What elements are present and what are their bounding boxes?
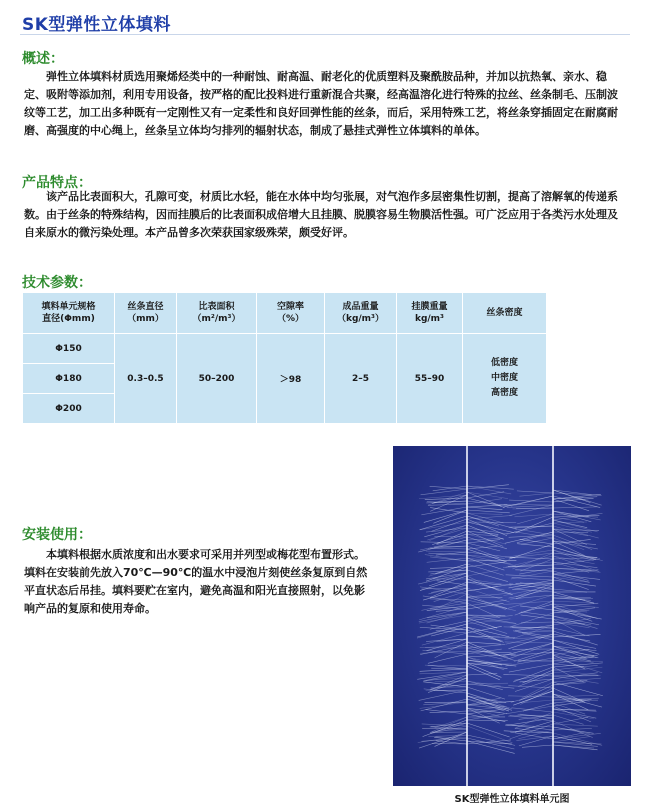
filler-unit-right bbox=[503, 446, 603, 786]
header-wire-diameter-line2: （mm） bbox=[127, 314, 164, 324]
header-size-line1: 填料单元规格 bbox=[41, 302, 96, 312]
header-surface-area-line1: 比表面积 bbox=[198, 302, 235, 312]
header-size bbox=[23, 293, 115, 334]
header-weight-line1: 成品重量 bbox=[342, 302, 379, 312]
size-cell: Φ200 bbox=[23, 394, 115, 424]
header-porosity-line1: 空隙率 bbox=[276, 302, 304, 312]
header-porosity bbox=[257, 293, 325, 334]
install-paragraph: 本填料根据水质浓度和出水要求可采用并列型或梅花型布置形式。填料在安装前先放入70℃—90℃的温水中浸泡片刻使丝条复原到自然平直状态后吊挂。填料要贮在室内，避免高温和阳光直接照射，以免影响产品的复原和使用寿命。 bbox=[24, 548, 368, 615]
header-film-weight-line1: 挂膜重量 bbox=[411, 302, 448, 312]
params-heading: 技术参数： bbox=[22, 275, 92, 291]
install-heading: 安装使用： bbox=[22, 527, 92, 543]
params-table bbox=[22, 292, 547, 424]
features-heading: 产品特点： bbox=[22, 175, 92, 191]
header-weight-line2: （kg/m³） bbox=[336, 314, 385, 324]
page-title: SK型弹性立体填料 bbox=[22, 15, 171, 35]
porosity-cell: ＞98 bbox=[257, 334, 325, 424]
overview-heading: 概述： bbox=[22, 51, 64, 67]
product-photo bbox=[393, 446, 631, 786]
header-surface-area-line2: （m²/m³） bbox=[192, 314, 241, 324]
wire-diameter-cell: 0.3–0.5 bbox=[115, 334, 177, 424]
header-weight bbox=[325, 293, 397, 334]
header-size-line2: 直径(Φmm) bbox=[42, 314, 95, 324]
params-header-row bbox=[23, 293, 547, 334]
overview-paragraph: 弹性立体填料材质选用聚烯烃类中的一种耐蚀、耐高温、耐老化的优质塑料及聚酰胺品种，并加以抗热氧、亲水、稳定、吸附等添加剂，利用专用设备，按严格的配比投料进行重新混合共聚，经高温溶化进行特殊的拉丝、丝条制毛、压制波纹等工艺，加工出多种既有一定刚性又有一定柔性和良好回弹性能的丝条，而后，采用特殊工艺，将丝条穿插固定在耐腐耐磨、高强度的中心绳上，丝条呈立体均匀排列的辐射状态，制成了悬挂式弹性立体填料的单体。 bbox=[24, 70, 618, 137]
photo-caption: SK型弹性立体填料单元图 bbox=[454, 794, 570, 805]
density-high: 高密度 bbox=[490, 388, 518, 398]
density-medium: 中密度 bbox=[490, 373, 518, 383]
header-surface-area bbox=[177, 293, 257, 334]
features-paragraph: 该产品比表面积大，孔隙可变，材质比水轻，能在水体中均匀张展，对气泡作多层密集性切割，提高了溶解氧的传递系数。由于丝条的特殊结构，因而挂膜后的比表面积成倍增大且挂膜、脱膜容易生物膜活性强。可广泛应用于各类污水处理及自来原水的微污染处理。本产品曾多次荣获国家级殊荣，颇受好评。 bbox=[24, 190, 618, 239]
header-porosity-line2: （%） bbox=[276, 314, 305, 324]
header-density-line1: 丝条密度 bbox=[486, 308, 523, 318]
weight-cell: 2–5 bbox=[325, 334, 397, 424]
surface-area-cell: 50–200 bbox=[177, 334, 257, 424]
header-film-weight bbox=[397, 293, 463, 334]
title-divider bbox=[20, 34, 630, 35]
header-wire-diameter-line1: 丝条直径 bbox=[127, 302, 164, 312]
density-cell bbox=[463, 334, 547, 424]
header-density bbox=[463, 293, 547, 334]
filler-units-illustration bbox=[393, 446, 631, 786]
size-cell: Φ150 bbox=[23, 334, 115, 364]
density-low: 低密度 bbox=[490, 358, 518, 368]
table-row bbox=[23, 334, 547, 364]
header-film-weight-line2: kg/m³ bbox=[414, 314, 445, 324]
filler-unit-left bbox=[417, 446, 517, 786]
header-wire-diameter bbox=[115, 293, 177, 334]
film-weight-cell: 55–90 bbox=[397, 334, 463, 424]
size-cell: Φ180 bbox=[23, 364, 115, 394]
